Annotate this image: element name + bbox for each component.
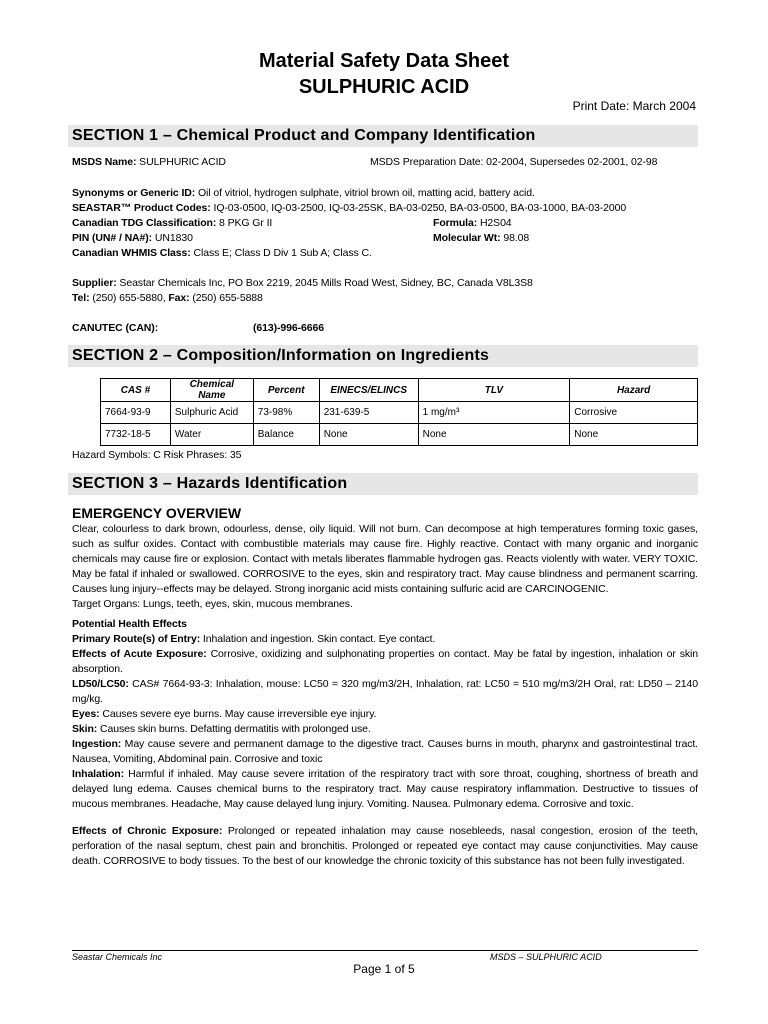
section-2-heading: SECTION 2 – Composition/Information on Ingredients	[68, 345, 698, 367]
column-header: CAS #	[101, 379, 171, 402]
footer-document: MSDS – SULPHURIC ACID	[490, 952, 602, 962]
table-cell: None	[319, 424, 418, 446]
footer-company: Seastar Chemicals Inc	[72, 952, 163, 962]
table-header-row	[101, 379, 698, 402]
supplier-label: Supplier:	[72, 277, 117, 289]
section-1-heading: SECTION 1 – Chemical Product and Company Identification	[68, 125, 698, 147]
skin-effects	[72, 722, 698, 737]
eyes-label: Eyes:	[72, 708, 100, 720]
column-header: EINECS/ELINCS	[319, 379, 418, 402]
column-header: Chemical Name	[170, 379, 253, 402]
chronic-exposure	[72, 824, 698, 869]
eyes-effects	[72, 707, 698, 722]
table-cell: None	[570, 424, 698, 446]
supplier-value: Seastar Chemicals Inc, PO Box 2219, 2045 Mills Road West, Sidney, BC, Canada V8L3S8	[116, 277, 533, 289]
fax-value: (250) 655-5888	[189, 292, 263, 304]
table-cell: Sulphuric Acid	[170, 402, 253, 424]
column-header: Percent	[253, 379, 319, 402]
phone-fax	[72, 291, 263, 306]
synonyms	[72, 186, 535, 201]
product-codes	[72, 201, 626, 216]
msds-prep-date: MSDS Preparation Date: 02-2004, Supersedes 02-2001, 02-98	[370, 156, 658, 168]
table-row	[101, 424, 698, 446]
tdg-classification	[72, 216, 272, 231]
target-organs: Target Organs: Lungs, teeth, eyes, skin, mucous membranes.	[72, 598, 353, 610]
hazard-symbols: Hazard Symbols: C Risk Phrases: 35	[72, 449, 242, 461]
potential-health-effects-heading: Potential Health Effects	[72, 618, 187, 630]
pin-number	[72, 231, 193, 246]
tel-value: (250) 655-5880,	[89, 292, 169, 304]
tdg-label: Canadian TDG Classification:	[72, 217, 217, 229]
composition-table	[100, 378, 698, 446]
msds-name-value: SULPHURIC ACID	[136, 156, 226, 168]
ingestion-label: Ingestion:	[72, 738, 122, 750]
routes-label: Primary Route(s) of Entry:	[72, 633, 201, 645]
table-cell: 1 mg/m³	[418, 402, 570, 424]
formula	[433, 216, 512, 231]
ingestion-effects	[72, 737, 698, 767]
pin-label: PIN (UN# / NA#):	[72, 232, 153, 244]
msds-name-label: MSDS Name:	[72, 156, 137, 168]
synonyms-value: Oil of vitriol, hydrogen sulphate, vitriol brown oil, matting acid, battery acid.	[195, 187, 535, 199]
product-codes-value: IQ-03-0500, IQ-03-2500, IQ-03-25SK, BA-03-0250, BA-03-0500, BA-03-1000, BA-03-2000	[210, 202, 627, 214]
column-header: TLV	[418, 379, 570, 402]
chronic-value: Prolonged or repeated inhalation may cause nosebleeds, nasal congestion, erosion of the teeth, perforation of the nasal septum, chest pain and bronchitis. Prolonged or repeated eye contact may cause conjunctivities. May cause death. CORROSIVE to body tissues. To the best of our knowledge the chronic toxicity of this substance has not been fully investigated.	[72, 825, 699, 867]
section-3-heading: SECTION 3 – Hazards Identification	[68, 473, 698, 495]
primary-routes	[72, 632, 698, 647]
skin-label: Skin:	[72, 723, 98, 735]
emergency-overview-text: Clear, colourless to dark brown, odourless, dense, oily liquid. Will not burn. Can decompose at high temperatures forming toxic gases, such as sulfur oxides. Contact with combustible materials may cause fire. Highly reactive. Contact with many organic and inorganic chemicals may cause fire or explosion. Contact with metals liberates flammable hydrogen gas. Reacts violently with water. VERY TOXIC. May be fatal if inhaled or swallowed. CORROSIVE to the eyes, skin and respiratory tract. May cause blindness and permanent scarring. Causes lung injury--effects may be delayed. Strong inorganic acid mists containing sulfuric acid are CARCINOGENIC.	[72, 523, 698, 595]
msds-name	[72, 155, 226, 170]
table-cell: Balance	[253, 424, 319, 446]
whmis-value: Class E; Class D Div 1 Sub A; Class C.	[190, 247, 372, 259]
routes-value: Inhalation and ingestion. Skin contact. Eye contact.	[200, 633, 436, 645]
tdg-value: 8 PKG Gr II	[216, 217, 273, 229]
document-title: Material Safety Data Sheet	[258, 50, 510, 72]
ld50-value: CAS# 7664-93-3: Inhalation, mouse: LC50 = 320 mg/m3/2H, Inhalation, rat: LC50 = 510 mg/m3/2H Oral, rat: LD50 – 2140 mg/kg.	[72, 678, 698, 705]
ld50-lc50	[72, 677, 698, 707]
mw-label: Molecular Wt:	[433, 232, 501, 244]
ld50-label: LD50/LC50:	[72, 678, 129, 690]
mw-value: 98.08	[500, 232, 530, 244]
formula-value: H2S04	[477, 217, 512, 229]
table-cell: 7732-18-5	[101, 424, 171, 446]
eyes-value: Causes severe eye burns. May cause irreversible eye injury.	[99, 708, 377, 720]
footer-divider	[72, 950, 698, 951]
whmis-label: Canadian WHMIS Class:	[72, 247, 191, 259]
whmis-class	[72, 246, 372, 261]
molecular-weight	[433, 231, 529, 246]
acute-label: Effects of Acute Exposure:	[72, 648, 207, 660]
acute-exposure	[72, 647, 698, 677]
chronic-label: Effects of Chronic Exposure:	[72, 825, 223, 837]
inhalation-label: Inhalation:	[72, 768, 124, 780]
table-cell: None	[418, 424, 570, 446]
print-date: Print Date: March 2004	[572, 99, 696, 113]
skin-value: Causes skin burns. Defatting dermatitis with prolonged use.	[97, 723, 371, 735]
page-number: Page 1 of 5	[353, 962, 415, 976]
pin-value: UN1830	[152, 232, 193, 244]
acute-value: Corrosive, oxidizing and sulphonating properties on contact. May be fatal by ingestion, inhalation or skin absorption.	[72, 648, 698, 675]
product-codes-label: SEASTAR™ Product Codes:	[72, 202, 211, 214]
supplier	[72, 276, 533, 291]
tel-label: Tel:	[72, 292, 90, 304]
table-cell: 231-639-5	[319, 402, 418, 424]
emergency-overview-heading: EMERGENCY OVERVIEW	[72, 505, 242, 521]
table-cell: Water	[170, 424, 253, 446]
table-cell: Corrosive	[570, 402, 698, 424]
inhalation-effects	[72, 767, 698, 812]
inhalation-value: Harmful if inhaled. May cause severe irritation of the respiratory tract with sore throat, coughing, shortness of breath and delayed lung edema. Causes chemical burns to the respiratory tract. May cause respiratory inflammation. Destructive to tissues of mucous membranes. Headache, May cause delayed lung injury. Vomiting. Nausea. Pulmonary edema. Corrosive and toxic.	[72, 768, 698, 810]
table-cell: 73-98%	[253, 402, 319, 424]
synonyms-label: Synonyms or Generic ID:	[72, 187, 196, 199]
table-cell: 7664-93-9	[101, 402, 171, 424]
table-row	[101, 402, 698, 424]
document-subtitle: SULPHURIC ACID	[298, 76, 470, 98]
fax-label: Fax:	[168, 292, 190, 304]
canutec-number: (613)-996-6666	[253, 322, 324, 334]
formula-label: Formula:	[433, 217, 478, 229]
ingestion-value: May cause severe and permanent damage to the digestive tract. Causes burns in mouth, pharynx and gastrointestinal tract. Nausea, Vomiting, Abdominal pain. Corrosive and toxic	[72, 738, 698, 765]
column-header: Hazard	[570, 379, 698, 402]
canutec-label: CANUTEC (CAN):	[72, 322, 159, 334]
